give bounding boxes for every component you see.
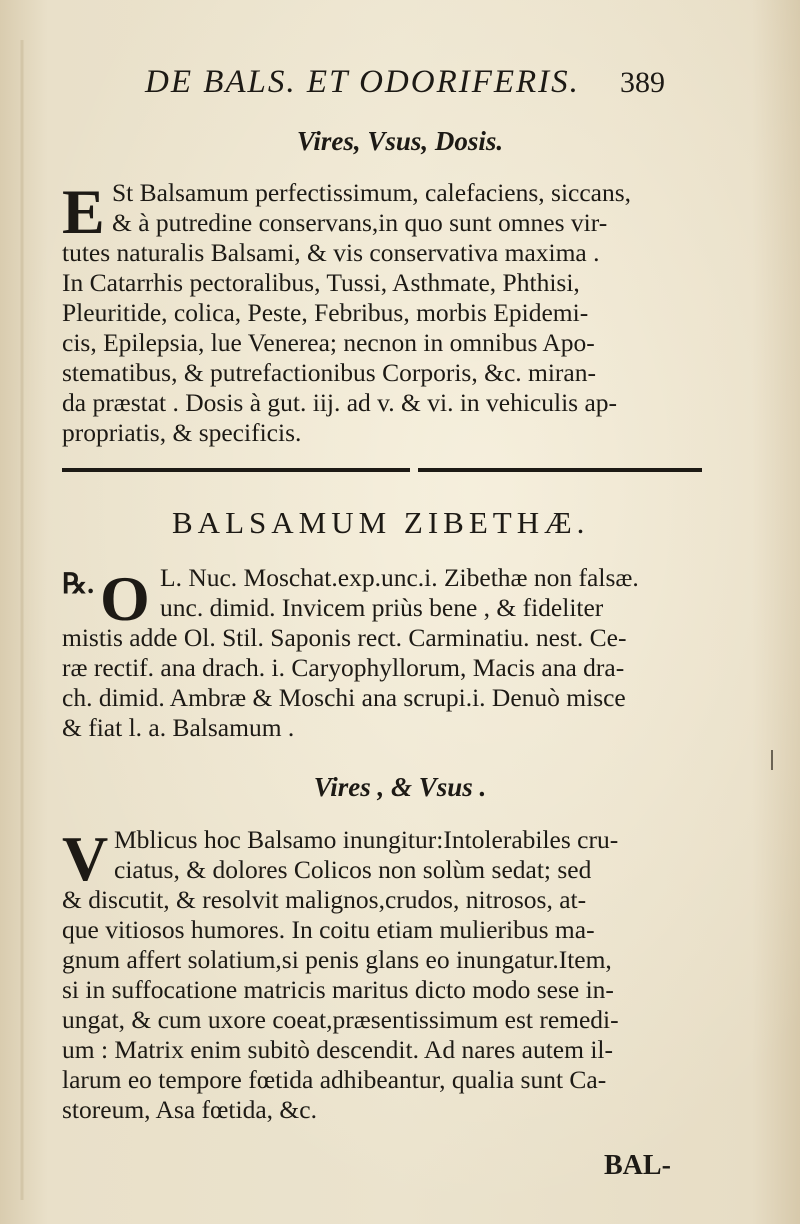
text-line: ch. dimid. Ambræ & Moschi ana scrupi.i. Denuò misce <box>62 683 626 712</box>
text-line: cis, Epilepsia, lue Venerea; necnon in omnibus Apo- <box>62 328 595 357</box>
section1-paragraph <box>62 178 707 448</box>
text-line: In Catarrhis pectoralibus, Tussi, Asthmate, Phthisi, <box>62 268 580 297</box>
text-line: ungat, & cum uxore coeat,præsentissimum est remedi- <box>62 1005 619 1034</box>
text-line: & à putredine conservans,in quo sunt omnes vir- <box>112 208 608 237</box>
text-line: propriatis, & specificis. <box>62 418 302 447</box>
recipe-rx-mark: ℞. <box>62 569 95 600</box>
text-line: ræ rectif. ana drach. i. Caryophyllorum, Macis ana dra- <box>62 653 625 682</box>
text-line: St Balsamum perfectissimum, calefaciens, siccans, <box>112 178 632 207</box>
recipe-title: BALSAMUM ZIBETHÆ. <box>172 505 590 540</box>
page-number: 389 <box>620 66 665 99</box>
text-line: gnum affert solatium,si penis glans eo inungatur.Item, <box>62 945 612 974</box>
horizontal-rule <box>418 468 702 472</box>
recipe-paragraph <box>62 563 707 743</box>
text-line: & discutit, & resolvit malignos,crudos, nitrosos, at- <box>62 885 587 914</box>
text-line: Mblicus hoc Balsamo inungitur:Intolerabiles cru- <box>114 825 619 854</box>
drop-cap-e: E <box>62 176 105 247</box>
text-line: um : Matrix enim subitò descendit. Ad nares autem il- <box>62 1035 613 1064</box>
text-line: storeum, Asa fœtida, &c. <box>62 1095 317 1124</box>
text-line: que vitiosos humores. In coitu etiam mulieribus ma- <box>62 915 595 944</box>
running-head: DE BALS. ET ODORIFERIS. <box>145 64 580 100</box>
text-line: & fiat l. a. Balsamum . <box>62 713 295 742</box>
drop-cap-v: V <box>62 823 109 894</box>
catchword: BAL- <box>604 1150 671 1181</box>
text-line: larum eo tempore fœtida adhibeantur, qualia sunt Ca- <box>62 1065 607 1094</box>
drop-cap-o: O <box>100 563 150 634</box>
section-heading-vires-usus: Vires , & Vsus . <box>313 772 487 802</box>
text-line: da præstat . Dosis à gut. iij. ad v. & vi. in vehiculis ap- <box>62 388 618 417</box>
text-line: unc. dimid. Invicem priùs bene , & fideliter <box>160 593 604 622</box>
text-line: Pleuritide, colica, Peste, Febribus, morbis Epidemi- <box>62 298 589 327</box>
text-line: si in suffocatione matricis maritus dicto modo sese in- <box>62 975 614 1004</box>
section-heading-vires-usus-dosis: Vires, Vsus, Dosis. <box>296 126 504 156</box>
text-line: L. Nuc. Moschat.exp.unc.i. Zibethæ non falsæ. <box>160 563 639 592</box>
text-line: mistis adde Ol. Stil. Saponis rect. Carminatiu. nest. Ce- <box>62 623 627 652</box>
page-header <box>145 64 665 104</box>
section2-paragraph <box>62 825 707 1125</box>
text-line: tutes naturalis Balsami, & vis conservativa maxima . <box>62 238 600 267</box>
text-line: stematibus, & putrefactionibus Corporis, &c. miran- <box>62 358 596 387</box>
horizontal-rule <box>62 468 410 472</box>
text-line: ciatus, & dolores Colicos non solùm sedat; sed <box>114 855 592 884</box>
